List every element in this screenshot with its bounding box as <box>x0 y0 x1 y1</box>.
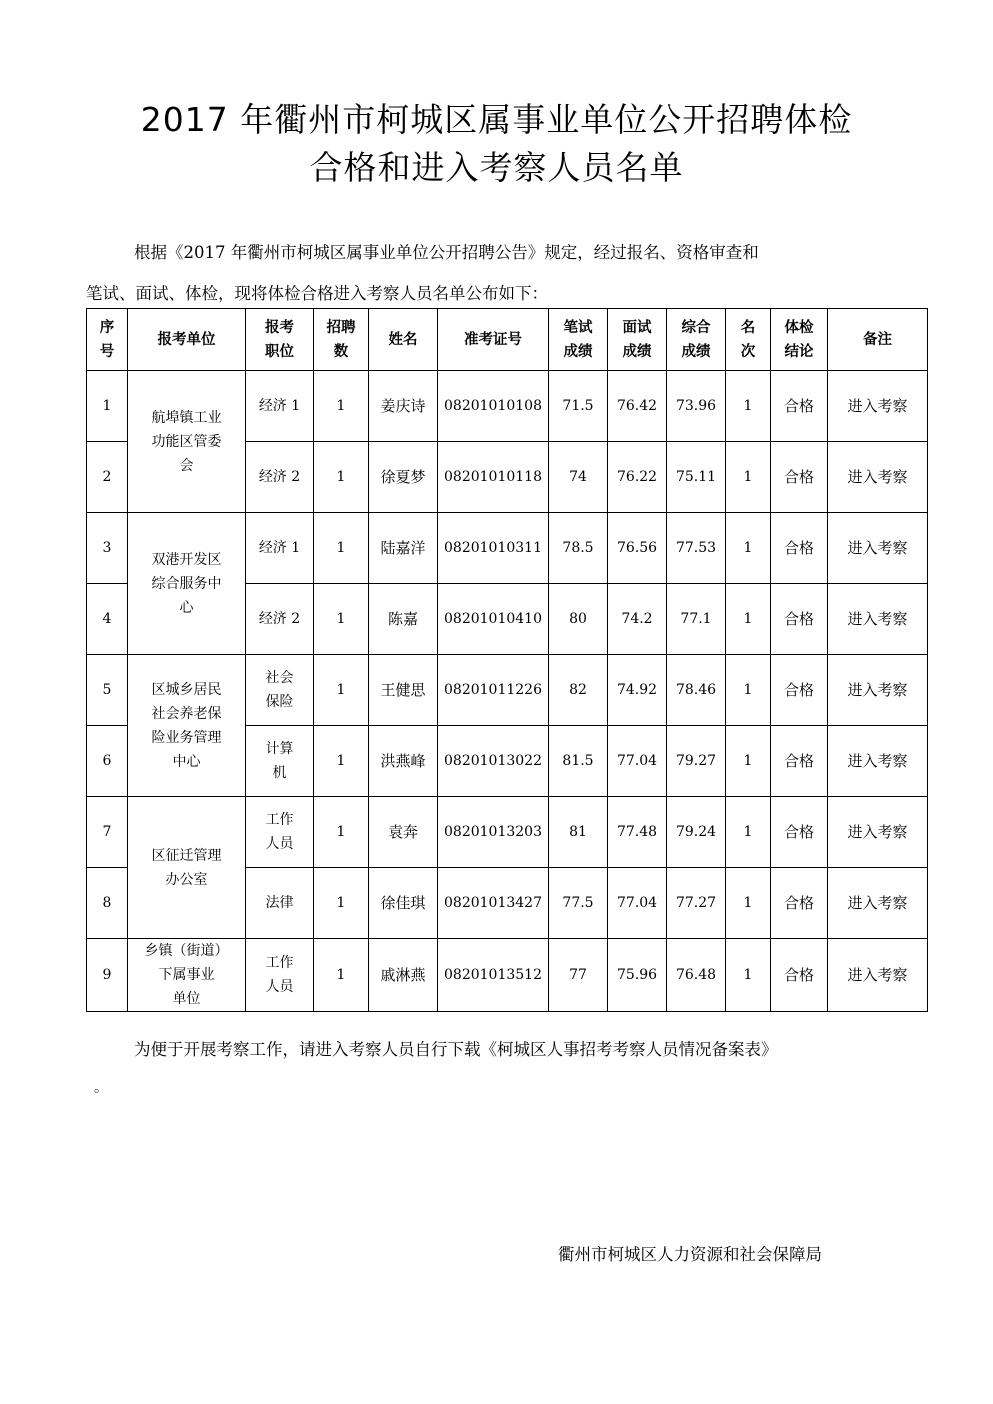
cell-post <box>246 584 314 655</box>
cell-quota: 1 <box>314 584 369 655</box>
cell-total: 79.24 <box>667 797 726 868</box>
cell-written: 81.5 <box>549 726 608 797</box>
cell-seq: 6 <box>87 726 128 797</box>
cell-total: 75.11 <box>667 442 726 513</box>
post-line: 经济 2 <box>258 469 301 485</box>
cell-total: 77.1 <box>667 584 726 655</box>
cell-name: 陆嘉洋 <box>369 513 438 584</box>
cell-total: 77.53 <box>667 513 726 584</box>
cell-exam-id: 08201010410 <box>438 584 549 655</box>
post-line: 经济 1 <box>258 398 301 414</box>
cell-written: 74 <box>549 442 608 513</box>
cell-quota: 1 <box>314 371 369 442</box>
header-exam-id: 准考证号 <box>438 309 549 371</box>
cell-exam-id: 08201011226 <box>438 655 549 726</box>
cell-interview: 76.22 <box>608 442 667 513</box>
table-row <box>87 655 928 726</box>
cell-unit <box>128 655 246 797</box>
table-row <box>87 513 928 584</box>
header-unit: 报考单位 <box>128 309 246 371</box>
cell-written: 71.5 <box>549 371 608 442</box>
cell-written: 77 <box>549 939 608 1012</box>
signature: 衢州市柯城区人力资源和社会保障局 <box>558 1245 822 1264</box>
table-row <box>87 371 928 442</box>
cell-interview: 74.92 <box>608 655 667 726</box>
cell-quota: 1 <box>314 726 369 797</box>
cell-interview: 75.96 <box>608 939 667 1012</box>
cell-name: 戚淋燕 <box>369 939 438 1012</box>
cell-written: 80 <box>549 584 608 655</box>
table-header-row <box>87 309 928 371</box>
header-rank: 名 次 <box>726 309 771 371</box>
cell-name: 徐佳琪 <box>369 868 438 939</box>
cell-physical: 合格 <box>771 513 828 584</box>
cell-post <box>246 655 314 726</box>
cell-written: 82 <box>549 655 608 726</box>
post-line: 经济 1 <box>258 540 301 556</box>
cell-seq: 4 <box>87 584 128 655</box>
cell-physical: 合格 <box>771 797 828 868</box>
cell-physical: 合格 <box>771 584 828 655</box>
cell-post <box>246 939 314 1012</box>
cell-physical: 合格 <box>771 868 828 939</box>
cell-written: 77.5 <box>549 868 608 939</box>
cell-unit <box>128 371 246 513</box>
cell-post <box>246 513 314 584</box>
cell-remark: 进入考察 <box>828 584 928 655</box>
unit-line: 区征迁管理 <box>151 847 222 864</box>
cell-quota: 1 <box>314 868 369 939</box>
unit-line: 综合服务中 <box>151 575 222 592</box>
cell-unit <box>128 797 246 939</box>
cell-rank: 1 <box>726 371 771 442</box>
cell-unit <box>128 939 246 1012</box>
cell-remark: 进入考察 <box>828 513 928 584</box>
unit-line: 双港开发区 <box>151 551 222 568</box>
cell-post <box>246 726 314 797</box>
footer-period: 。 <box>94 1080 108 1096</box>
unit-line: 下属事业 <box>158 967 215 983</box>
cell-exam-id: 08201013022 <box>438 726 549 797</box>
cell-quota: 1 <box>314 513 369 584</box>
cell-physical: 合格 <box>771 939 828 1012</box>
cell-seq: 2 <box>87 442 128 513</box>
cell-exam-id: 08201010118 <box>438 442 549 513</box>
cell-interview: 77.48 <box>608 797 667 868</box>
unit-line: 单位 <box>172 991 201 1007</box>
header-quota: 招聘 数 <box>314 309 369 371</box>
cell-seq: 7 <box>87 797 128 868</box>
cell-remark: 进入考察 <box>828 797 928 868</box>
cell-total: 77.27 <box>667 868 726 939</box>
cell-exam-id: 08201010311 <box>438 513 549 584</box>
cell-written: 81 <box>549 797 608 868</box>
cell-interview: 77.04 <box>608 726 667 797</box>
cell-interview: 74.2 <box>608 584 667 655</box>
cell-quota: 1 <box>314 797 369 868</box>
unit-line: 社会养老保 <box>151 705 222 722</box>
unit-line: 心 <box>179 599 194 616</box>
unit-line: 办公室 <box>165 871 208 888</box>
cell-rank: 1 <box>726 584 771 655</box>
cell-rank: 1 <box>726 655 771 726</box>
unit-line: 乡镇（街道） <box>144 943 229 959</box>
cell-total: 76.48 <box>667 939 726 1012</box>
intro-line-2: 笔试、面试、体检，现将体检合格进入考察人员名单公布如下： <box>86 284 548 303</box>
cell-remark: 进入考察 <box>828 726 928 797</box>
post-line: 计算 <box>265 741 294 757</box>
unit-line: 区城乡居民 <box>151 681 222 698</box>
intro-line-1: 根据《2017 年衢州市柯城区属事业单位公开招聘公告》规定，经过报名、资格审查和 <box>134 243 759 262</box>
page-title-line-1: 2017 年衢州市柯城区属事业单位公开招聘体检 <box>140 100 853 139</box>
cell-quota: 1 <box>314 442 369 513</box>
cell-seq: 3 <box>87 513 128 584</box>
unit-line: 中心 <box>172 753 201 770</box>
cell-physical: 合格 <box>771 726 828 797</box>
page-title-line-2: 合格和进入考察人员名单 <box>309 148 684 187</box>
cell-seq: 9 <box>87 939 128 1012</box>
cell-seq: 8 <box>87 868 128 939</box>
cell-exam-id: 08201013427 <box>438 868 549 939</box>
cell-post <box>246 442 314 513</box>
cell-interview: 76.42 <box>608 371 667 442</box>
cell-remark: 进入考察 <box>828 655 928 726</box>
header-interview: 面试 成绩 <box>608 309 667 371</box>
header-written: 笔试 成绩 <box>549 309 608 371</box>
cell-remark: 进入考察 <box>828 442 928 513</box>
cell-interview: 76.56 <box>608 513 667 584</box>
post-line: 人员 <box>265 979 294 995</box>
header-total: 综合 成绩 <box>667 309 726 371</box>
cell-quota: 1 <box>314 939 369 1012</box>
unit-line: 会 <box>179 457 194 474</box>
post-line: 工作 <box>265 812 294 828</box>
header-physical: 体检 结论 <box>771 309 828 371</box>
cell-post <box>246 797 314 868</box>
footer-note: 为便于开展考察工作，请进入考察人员自行下载《柯城区人事招考考察人员情况备案表》 <box>134 1040 778 1059</box>
post-line: 工作 <box>265 955 294 971</box>
header-seq: 序 号 <box>87 309 128 371</box>
cell-rank: 1 <box>726 513 771 584</box>
cell-interview: 77.04 <box>608 868 667 939</box>
cell-remark: 进入考察 <box>828 868 928 939</box>
post-line: 保险 <box>265 694 294 710</box>
cell-rank: 1 <box>726 797 771 868</box>
header-post: 报考 职位 <box>246 309 314 371</box>
cell-exam-id: 08201010108 <box>438 371 549 442</box>
cell-written: 78.5 <box>549 513 608 584</box>
cell-post <box>246 371 314 442</box>
post-line: 社会 <box>265 670 294 686</box>
cell-rank: 1 <box>726 868 771 939</box>
unit-line: 险业务管理 <box>151 729 222 746</box>
cell-total: 73.96 <box>667 371 726 442</box>
cell-exam-id: 08201013203 <box>438 797 549 868</box>
cell-seq: 5 <box>87 655 128 726</box>
post-line: 经济 2 <box>258 611 301 627</box>
cell-name: 洪燕峰 <box>369 726 438 797</box>
cell-total: 78.46 <box>667 655 726 726</box>
unit-line: 航埠镇工业 <box>151 409 222 426</box>
cell-physical: 合格 <box>771 655 828 726</box>
cell-unit <box>128 513 246 655</box>
post-line: 法律 <box>265 895 294 911</box>
cell-rank: 1 <box>726 939 771 1012</box>
post-line: 人员 <box>265 836 294 852</box>
cell-rank: 1 <box>726 442 771 513</box>
cell-exam-id: 08201013512 <box>438 939 549 1012</box>
cell-name: 陈嘉 <box>369 584 438 655</box>
cell-remark: 进入考察 <box>828 939 928 1012</box>
table-row <box>87 797 928 868</box>
cell-name: 姜庆诗 <box>369 371 438 442</box>
cell-quota: 1 <box>314 655 369 726</box>
cell-name: 徐夏梦 <box>369 442 438 513</box>
cell-rank: 1 <box>726 726 771 797</box>
cell-name: 王健思 <box>369 655 438 726</box>
cell-post <box>246 868 314 939</box>
header-remark: 备注 <box>828 309 928 371</box>
cell-total: 79.27 <box>667 726 726 797</box>
table-row <box>87 939 928 1012</box>
cell-remark: 进入考察 <box>828 371 928 442</box>
header-name: 姓名 <box>369 309 438 371</box>
cell-name: 袁奔 <box>369 797 438 868</box>
cell-seq: 1 <box>87 371 128 442</box>
unit-line: 功能区管委 <box>151 433 222 450</box>
cell-physical: 合格 <box>771 371 828 442</box>
post-line: 机 <box>272 765 287 781</box>
results-table <box>86 308 928 1012</box>
cell-physical: 合格 <box>771 442 828 513</box>
